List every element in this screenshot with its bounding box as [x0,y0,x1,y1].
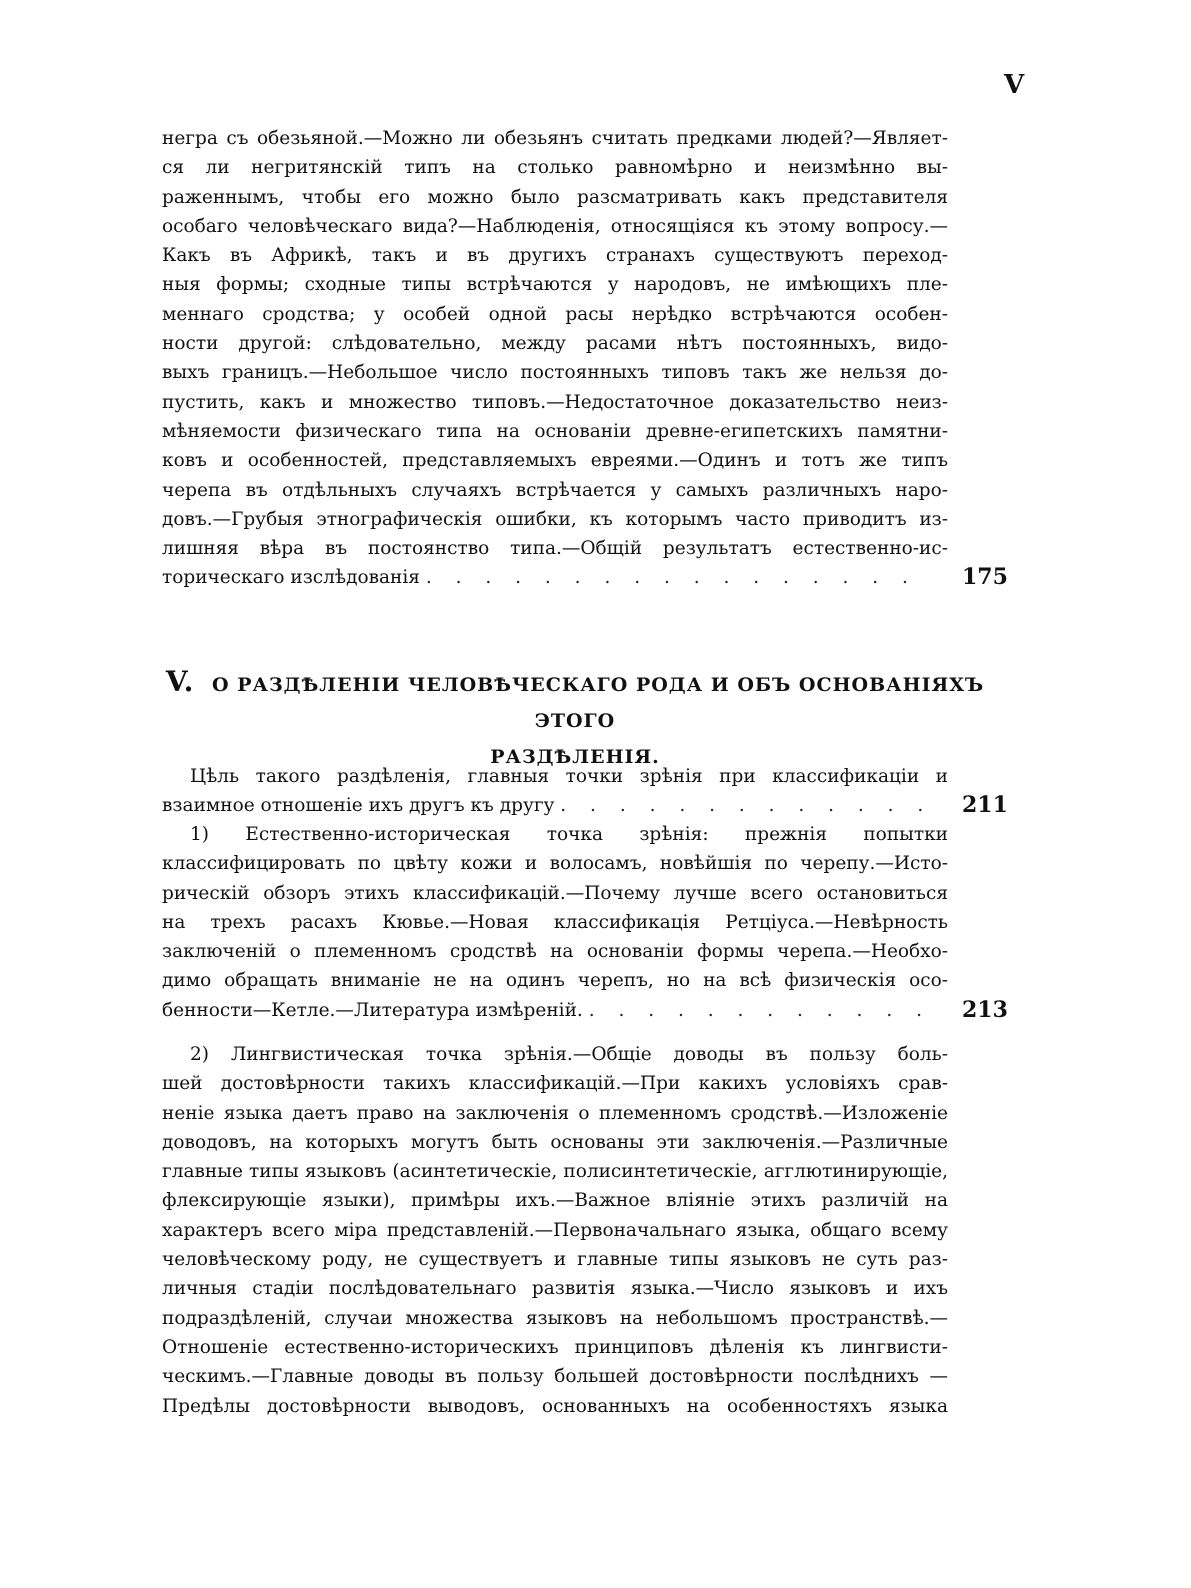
text-line: заключеній о племенномъ сродствѣ на основаніи формы черепа.—Необхо- [162,941,948,963]
text-line: личныя стадіи послѣдовательнаго развитія языка.—Число языковъ и ихъ [162,1278,948,1300]
text-line: главные типы языковъ (асинтетическіе, полисинтетическіе, агглютинирующіе, [162,1161,948,1183]
chapter-heading [162,664,988,775]
text-line: довъ.—Грубыя этнографическія ошибки, къ которымъ часто приводитъ из- [162,508,948,530]
text-line: пустить, какъ и множество типовъ.—Недостаточное доказательство неиз- [162,391,948,413]
toc-text: взаимное отношеніе ихъ другъ къ другу [162,795,555,817]
page-number: V [1004,70,1025,100]
text-line: Предѣлы достовѣрности выводовъ, основанныхъ на особенностяхъ языка [162,1395,948,1417]
text-line: 1) Естественно-историческая точка зрѣнія: прежнія попытки [190,824,948,845]
toc-entry-linguistic [162,1040,948,1421]
toc-entry-natural-history [162,820,1008,1025]
text-line: ныя формы; сходные типы встрѣчаются у народовъ, не имѣющихъ пле- [162,274,948,296]
text-line: негра съ обезьяной.—Можно ли обезьянъ считать предками людей?—Являет- [162,128,948,149]
text-line: Какъ въ Африкѣ, такъ и въ другихъ странахъ существуютъ переход- [162,245,948,267]
text-line: ся ли негритянскій типъ на столько равномѣрно и неизмѣнно вы- [162,157,948,179]
leader-dots: . . . . . . . . . . . . . . . . . [425,567,917,589]
toc-text: торическаго изслѣдованія [162,567,420,589]
text-line: неніе языка даетъ право на заключенія о племенномъ сродствѣ.—Изложеніе [162,1102,948,1124]
leader-dots: . . . . . . . . . . . . [588,999,931,1021]
toc-page-number: 175 [962,564,1008,591]
text-line: рическій обзоръ этихъ классификацій.—Почему лучше всего остановиться [162,882,948,904]
toc-line [162,563,1008,592]
text-line: лишняя вѣра въ постоянство типа.—Общій результатъ естественно-ис- [162,538,948,560]
toc-entry-chapter-iv-tail [162,124,1008,593]
chapter-title: О РАЗДѢЛЕНІИ ЧЕЛОВѢЧЕСКАГО РОДА И ОБЪ ОСНОВАНІЯХЪ ЭТОГО [212,674,985,732]
text-line: особаго человѣческаго вида?—Наблюденія, относящіяся къ этому вопросу.— [162,215,948,237]
toc-entry-purpose [162,762,1008,821]
text-line: человѣческому роду, не существуетъ и главные типы языковъ не суть раз- [162,1249,948,1271]
text-line: меннаго сродства; у особей одной расы нерѣдко встрѣчаются особен- [162,303,948,325]
toc-page-number: 211 [962,792,1008,819]
chapter-numeral: V. [165,665,195,698]
text-line: подраздѣленій, случаи множества языковъ на небольшомъ пространствѣ.— [162,1307,948,1329]
toc-page-number: 213 [962,996,1008,1023]
text-line: раженнымъ, чтобы его можно было разсматривать какъ представителя [162,186,948,208]
text-line: черепа въ отдѣльныхъ случаяхъ встрѣчается у самыхъ различныхъ наро- [162,479,948,501]
text-line: Отношеніе естественно-историческихъ принциповъ дѣленія къ лингвисти- [162,1336,948,1358]
chapter-heading-line-1 [162,664,988,739]
text-line: ности другой: слѣдовательно, между расами нѣтъ постоянныхъ, видо- [162,333,948,355]
text-line: шей достовѣрности такихъ классификацій.—При какихъ условіяхъ срав- [162,1073,948,1095]
text-line: флексирующіе языки), примѣры ихъ.—Важное вліяніе этихъ различій на [162,1190,948,1212]
text-line: характеръ всего міра представленій.—Первоначальнаго языка, общаго всему [162,1219,948,1241]
text-line: ческимъ.—Главные доводы въ пользу большей достовѣрности послѣднихъ — [162,1366,948,1388]
text-line: мѣняемости физическаго типа на основаніи древне-египетскихъ памятни- [162,420,948,442]
leader-dots: . . . . . . . . . . . . . [560,795,933,817]
toc-text: бенности—Кетле.—Литература измѣреній. [162,999,583,1021]
toc-line [162,996,1008,1025]
text-line: на трехъ расахъ Кювье.—Новая классификація Ретціуса.—Невѣрность [162,911,948,933]
toc-line [162,791,1008,820]
text-line: доводовъ, на которыхъ могутъ быть основаны эти заключенія.—Различные [162,1131,948,1153]
chapter-heading-line-2: РАЗДѢЛЕНІЯ. [490,746,660,768]
text-line: классифицировать по цвѣту кожи и волосамъ, новѣйшія по черепу.—Исто- [162,853,948,875]
text-line: 2) Лингвистическая точка зрѣнія.—Общіе доводы въ пользу боль- [190,1044,948,1065]
text-line: ковъ и особенностей, представляемыхъ евреями.—Одинъ и тотъ же типъ [162,450,948,472]
text-line: Цѣль такого раздѣленія, главныя точки зрѣнія при классификаціи и [190,766,948,787]
text-line: выхъ границъ.—Небольшое число постоянныхъ типовъ такъ же нельзя до- [162,362,948,384]
text-line: димо обращать вниманіе не на одинъ черепъ, но на всѣ физическія осо- [162,970,948,992]
